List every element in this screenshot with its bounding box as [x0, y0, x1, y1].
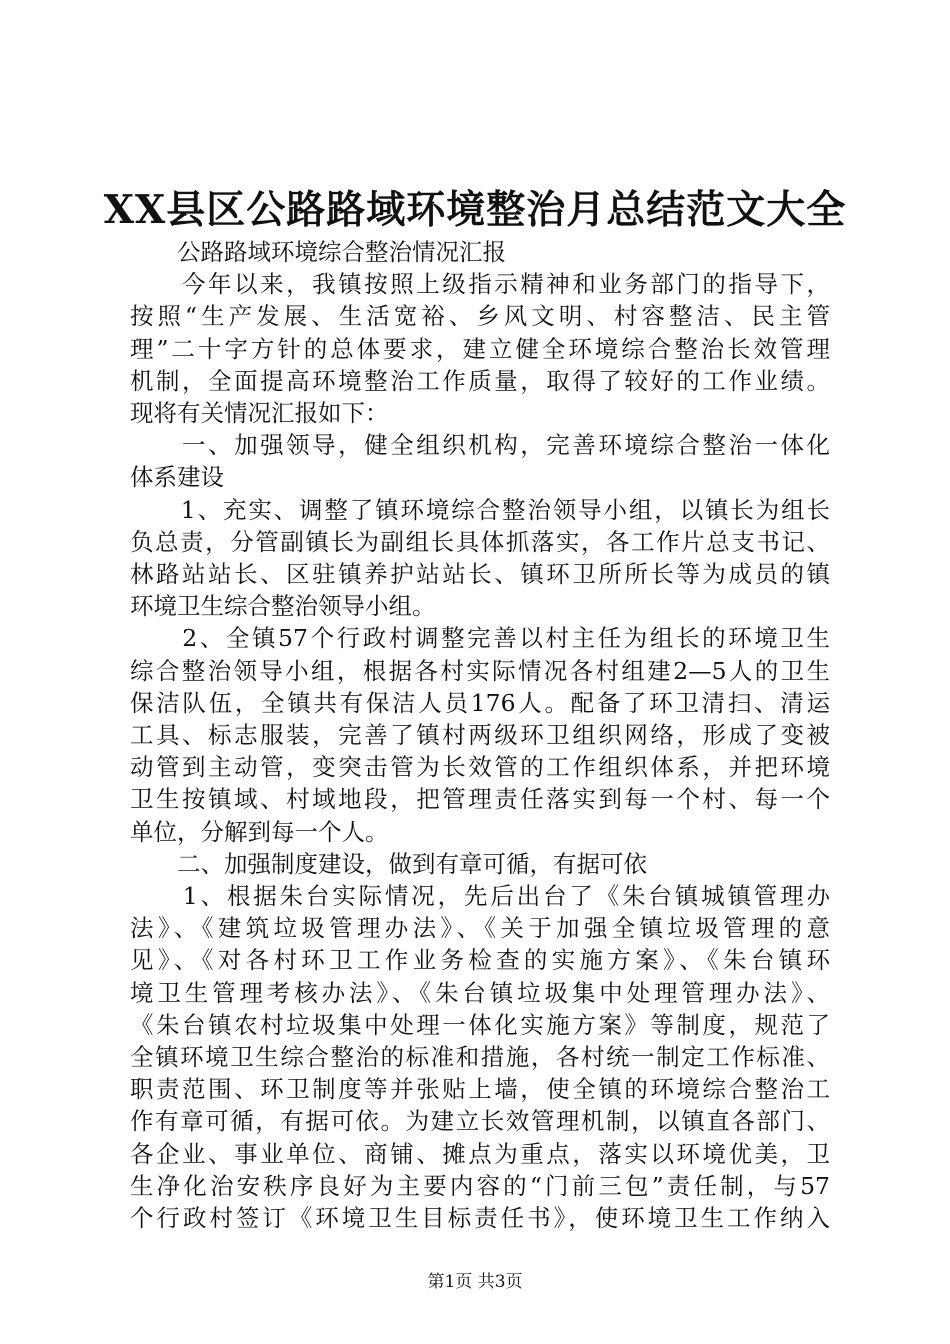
paragraph-line: 境卫生管理考核办法》、《朱台镇垃圾集中处理管理办法》、 — [130, 978, 830, 1007]
paragraph-line: 2、全镇57个行政村调整完善以村主任为组长的环境卫生 — [130, 624, 830, 653]
paragraph-line: 单位，分解到每一个人。 — [130, 817, 389, 846]
paragraph-line: 综合整治领导小组，根据各村实际情况各村组建2—5人的卫生 — [130, 656, 830, 685]
paragraph-line: 公路路域环境综合整治情况汇报 — [130, 238, 506, 266]
paragraph-line: 动管到主动管，变突击管为长效管的工作组织体系，并把环境 — [130, 753, 830, 782]
paragraph-line: 法》、《建筑垃圾管理办法》、《关于加强全镇垃圾管理的意 — [130, 914, 830, 943]
paragraph-line: 工具、标志服装，完善了镇村两级环卫组织网络，形成了变被 — [130, 721, 830, 749]
paragraph-line: 今年以来，我镇按照上级指示精神和业务部门的指导下， — [130, 270, 830, 299]
paragraph-line: 保洁队伍，全镇共有保洁人员176人。配备了环卫清扫、清运 — [130, 688, 830, 717]
document-title: XX县区公路路域环境整治月总结范文大全 — [103, 187, 847, 233]
paragraph-line: 个行政村签订《环境卫生目标责任书》，使环境卫生工作纳入 — [130, 1204, 830, 1232]
paragraph-line: 全镇环境卫生综合整治的标准和措施，各村统一制定工作标准、 — [130, 1043, 830, 1071]
paragraph-line: 职责范围、环卫制度等并张贴上墙，使全镇的环境综合整治工 — [130, 1075, 830, 1104]
paragraph-line: 卫生按镇域、村域地段，把管理责任落实到每一个村、每一个 — [130, 785, 830, 814]
paragraph-line: 《朱台镇农村垃圾集中处理一体化实施方案》等制度，规范了 — [130, 1010, 830, 1039]
paragraph-line: 1、充实、调整了镇环境综合整治领导小组，以镇长为组长 — [130, 495, 830, 524]
paragraph-line: 见》、《对各村环卫工作业务检查的实施方案》、《朱台镇环 — [130, 946, 830, 975]
paragraph-line: 生净化治安秩序良好为主要内容的“门前三包”责任制，与57 — [130, 1171, 830, 1200]
paragraph-line: 现将有关情况汇报如下： — [130, 399, 389, 427]
paragraph-line: 1、根据朱台实际情况，先后出台了《朱台镇城镇管理办 — [130, 882, 830, 910]
paragraph-line: 一、加强领导，健全组织机构，完善环境综合整治一体化 — [130, 431, 830, 460]
paragraph-line: 按照“生产发展、生活宽裕、乡风文明、村容整洁、民主管 — [130, 302, 830, 331]
page-footer: 第1页 共3页 — [427, 1272, 523, 1292]
paragraph-line: 作有章可循，有据可依。为建立长效管理机制，以镇直各部门、 — [130, 1107, 830, 1136]
paragraph-line: 二、加强制度建设，做到有章可循，有据可依 — [130, 849, 647, 878]
paragraph-line: 林路站站长、区驻镇养护站站长、镇环卫所所长等为成员的镇 — [130, 560, 830, 588]
paragraph-line: 体系建设 — [130, 463, 224, 492]
paragraph-line: 负总责，分管副镇长为副组长具体抓落实，各工作片总支书记、 — [130, 527, 830, 556]
paragraph-line: 各企业、事业单位、商铺、摊点为重点，落实以环境优美，卫 — [130, 1139, 830, 1168]
paragraph-line: 理”二十字方针的总体要求，建立健全环境综合整治长效管理 — [130, 334, 830, 363]
paragraph-line: 环境卫生综合整治领导小组。 — [130, 592, 436, 621]
paragraph-line: 机制，全面提高环境整治工作质量，取得了较好的工作业绩。 — [130, 366, 830, 395]
